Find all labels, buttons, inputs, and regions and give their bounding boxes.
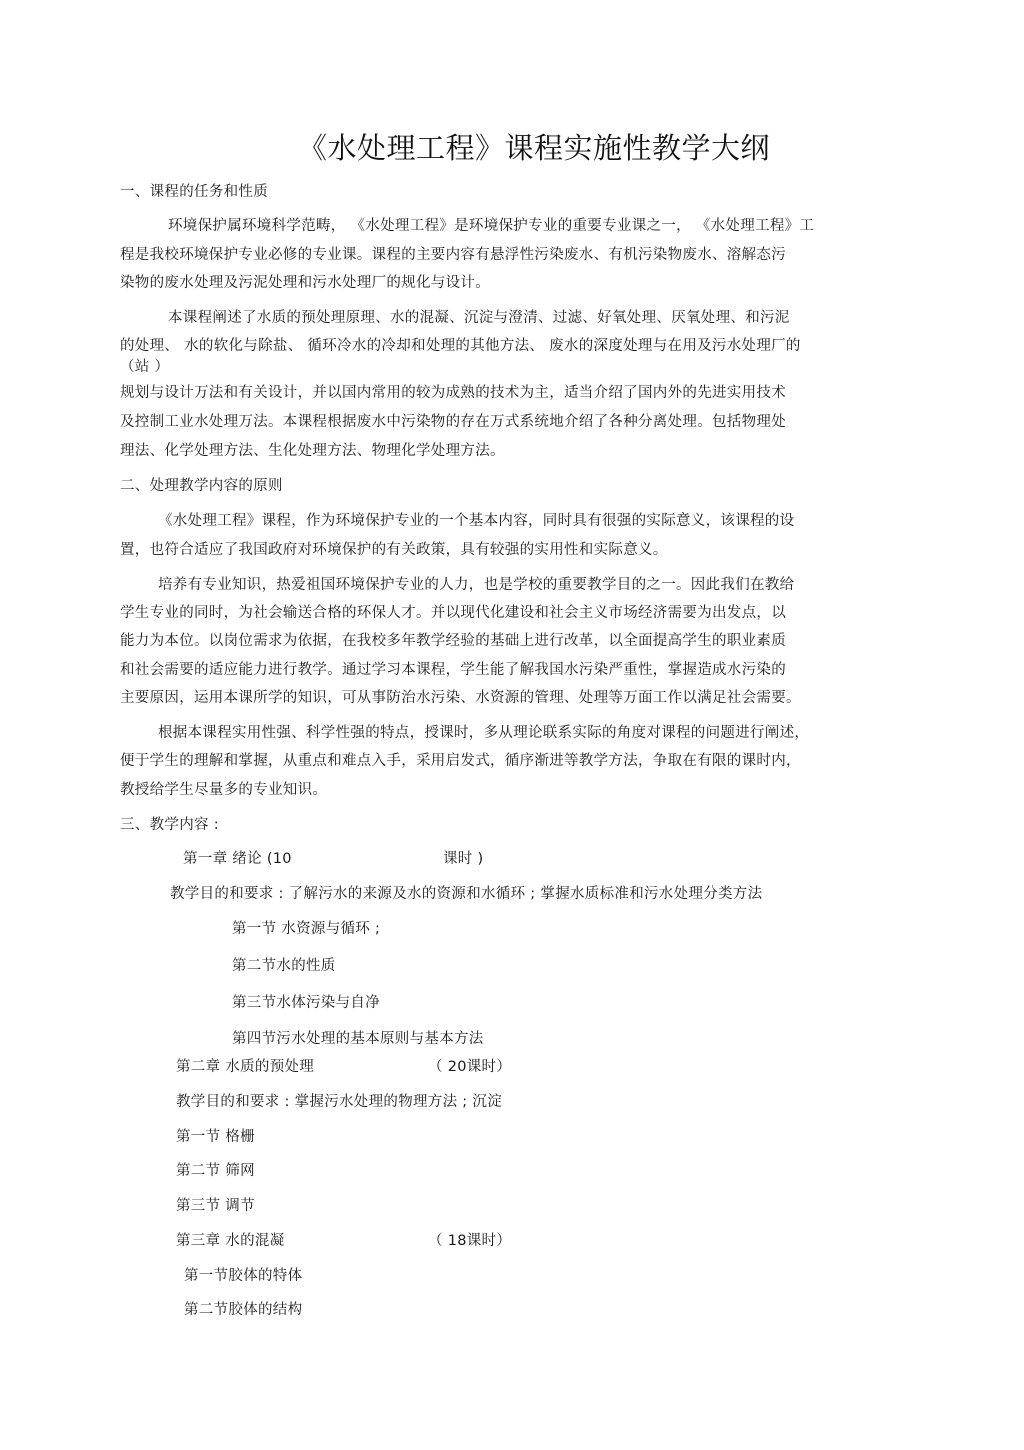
chapter-2-title: 第二章 水质的预处理 bbox=[176, 1059, 315, 1075]
section-heading-3: 三、教学内容 : bbox=[120, 817, 219, 833]
paragraph-line: 染物的废水处理及污泥处理和污水处理厂的规化与设计。 bbox=[120, 275, 490, 291]
paragraph-line: （站 ） bbox=[120, 359, 170, 375]
chapter-1-goal: 教学目的和要求 : 了解污水的来源及水的资源和水循环 ; 掌握水质标准和污水处理分类方法 bbox=[170, 886, 763, 902]
paragraph-line: 置，也符合适应了我国政府对环境保护的有关政策，具有较强的实用性和实际意义。 bbox=[120, 542, 668, 558]
chapter-1-section: 第四节污水处理的基本原则与基本方法 bbox=[232, 1031, 484, 1047]
chapter-2-section: 第二节 筛网 bbox=[176, 1163, 255, 1179]
paragraph-line: 主要原因，运用本课所学的知识，可从事防治水污染、水资源的管理、处理等万面工作以满足社会需要。 bbox=[120, 690, 801, 706]
chapter-2-goal: 教学目的和要求 : 掌握污水处理的物理方法 ; 沉淀 bbox=[176, 1094, 503, 1110]
chapter-1-section: 第二节水的性质 bbox=[232, 958, 336, 974]
section-heading-1: 一、课程的任务和性质 bbox=[120, 184, 268, 200]
paragraph-line: 能力为本位。以岗位需求为依据，在我校多年教学经验的基础上进行改革，以全面提高学生的职业素质 bbox=[120, 633, 786, 649]
chapter-3-section: 第一节胶体的特体 bbox=[184, 1268, 303, 1284]
paragraph-line: 程是我校环境保护专业必修的专业课。课程的主要内容有悬浮性污染废水、有机污染物废水、溶解态污 bbox=[120, 247, 786, 263]
paragraph-line: 环境保护属环境科学范畴， 《水处理工程》是环境保护专业的重要专业课之一， 《水处理工程》工 bbox=[168, 218, 815, 234]
chapter-3-hours: （ 18课时） bbox=[428, 1233, 512, 1249]
paragraph-line: 理法、化学处理方法、生化处理方法、物理化学处理方法。 bbox=[120, 443, 505, 459]
paragraph-line: 教授给学生尽量多的专业知识。 bbox=[120, 782, 328, 798]
paragraph-line: 的处理、 水的软化与除盐、 循环冷水的冷却和处理的其他方法、 废水的深度处理与在用及污水处理厂的 bbox=[120, 338, 801, 354]
chapter-1-section: 第一节 水资源与循环 ; bbox=[232, 921, 381, 937]
chapter-3-section: 第二节胶体的结构 bbox=[184, 1302, 303, 1318]
paragraph-line: 学生专业的同时，为社会输送合格的环保人才。并以现代化建设和社会主义市场经济需要为出发点，以 bbox=[120, 605, 786, 621]
paragraph-line: 和社会需要的适应能力进行教学。通过学习本课程，学生能了解我国水污染严重性，掌握造成水污染的 bbox=[120, 662, 786, 678]
chapter-1-hours: 课时 ) bbox=[443, 851, 484, 867]
chapter-1-title: 第一章 绪论 (10 bbox=[183, 851, 292, 867]
chapter-3-title: 第三章 水的混凝 bbox=[176, 1233, 285, 1249]
chapter-2-section: 第三节 调节 bbox=[176, 1198, 255, 1214]
paragraph-line: 便于学生的理解和掌握，从重点和难点入手，采用启发式，循序渐进等教学方法，争取在有限的课时内， bbox=[120, 753, 801, 769]
paragraph-line: 《水处理工程》课程，作为环境保护专业的一个基本内容，同时具有很强的实际意义，该课程的设 bbox=[158, 513, 795, 529]
paragraph-line: 规划与设计万法和有关设计，并以国内常用的较为成熟的技术为主，适当介绍了国内外的先进实用技术 bbox=[120, 385, 786, 401]
paragraph-line: 及控制工业水处理万法。本课程根据废水中污染物的存在万式系统地介绍了各种分离处理。包括物理处 bbox=[120, 414, 786, 430]
paragraph-line: 根据本课程实用性强、科学性强的特点，授课时，多从理论联系实际的角度对课程的问题进行阐述， bbox=[158, 725, 810, 741]
chapter-1-section: 第三节水体污染与自净 bbox=[232, 995, 380, 1011]
chapter-2-hours: （ 20课时） bbox=[428, 1059, 512, 1075]
chapter-2-section: 第一节 格栅 bbox=[176, 1129, 255, 1145]
page-title: 《水处理工程》课程实施性教学大纲 bbox=[298, 131, 771, 165]
section-heading-2: 二、处理教学内容的原则 bbox=[120, 478, 283, 494]
paragraph-line: 培养有专业知识，热爱祖国环境保护专业的人力，也是学校的重要教学目的之一。因此我们在教给 bbox=[158, 577, 795, 593]
paragraph-line: 本课程阐述了水质的预处理原理、水的混凝、沉淀与澄清、过滤、好氧处理、厌氧处理、和污泥 bbox=[168, 310, 790, 326]
